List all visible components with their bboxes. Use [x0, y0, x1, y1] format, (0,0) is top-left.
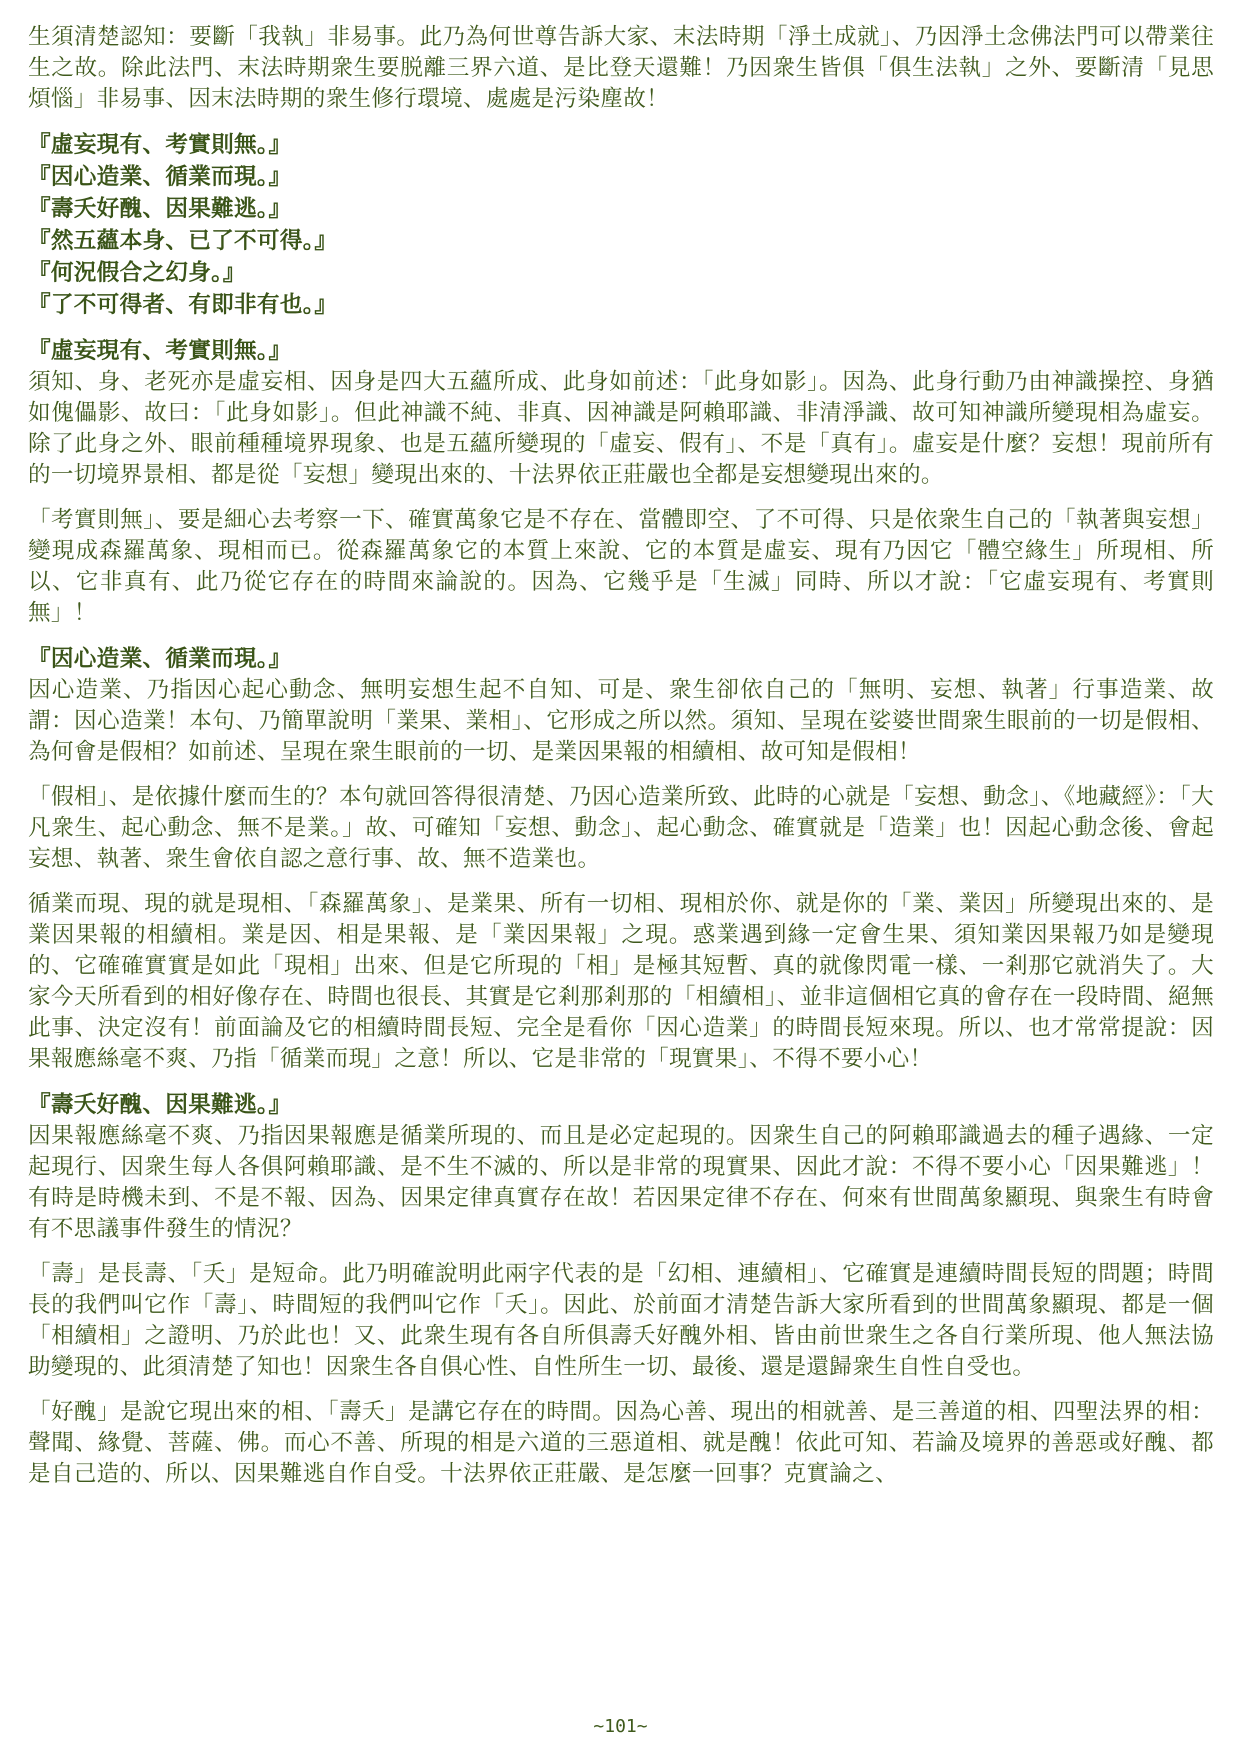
body-paragraph: 「壽」是長壽、「夭」是短命。此乃明確說明此兩字代表的是「幻相、連續相」、它確實是連續時間長短的問題；時間長的我們叫它作「壽」、時間短的我們叫它作「夭」。因此、於前面才清楚告訴大家所看到的世間萬象顯現、都是一個「相續相」之證明、乃於此也！又、此衆生現有各自所俱壽夭好醜外相、皆由前世衆生之各自行業所現、他人無法協助變現的、此須清楚了知也！因衆生各自俱心性、自性所生一切、最後、還是還歸衆生自性自受也。 [28, 1261, 1214, 1380]
body-paragraph: 「假相」、是依據什麼而生的？本句就回答得很清楚、乃因心造業所致、此時的心就是「妄想、動念」、《地藏經》：「大凡衆生、起心動念、無不是業。」故、可確知「妄想、動念」、起心動念、確實就是「造業」也！因起心動念後、會起妄想、執著、衆生會依自認之意行事、故、無不造業也。 [28, 784, 1214, 872]
body-paragraph: 循業而現、現的就是現相、「森羅萬象」、是業果、所有一切相、現相於你、就是你的「業、業因」所變現出來的、是業因果報的相續相。業是因、相是果報、是「業因果報」之現。惑業遇到緣一定會生果、須知業因果報乃如是變現的、它確確實實是如此「現相」出來、但是它所現的「相」是極其短暫、真的就像閃電一樣、一剎那它就消失了。大家今天所看到的相好像存在、時間也很長、其實是它剎那剎那的「相續相」、並非這個相它真的會存在一段時間、絕無此事、決定沒有！前面論及它的相續時間長短、完全是看你「因心造業」的時間長短來現。所以、也才常常提說：因果報應絲毫不爽、乃指「循業而現」之意！所以、它是非常的「現實果」、不得不要小心！ [28, 891, 1214, 1072]
body-paragraph: 須知、身、老死亦是虛妄相、因身是四大五蘊所成、此身如前述：「此身如影」。因為、此身行動乃由神識操控、身猶如傀儡影、故曰：「此身如影」。但此神識不純、非真、因神識是阿賴耶識、非清淨識、故可知神識所變現相為虛妄。除了此身之外、眼前種種境界現象、也是五蘊所變現的「虛妄、假有」、不是「真有」。虛妄是什麼？妄想！現前所有的一切境界景相、都是從「妄想」變現出來的、十法界依正莊嚴也全都是妄想變現出來的。 [28, 369, 1214, 488]
section-2 [28, 643, 1214, 1075]
page-body [28, 22, 1214, 1504]
verse-line: 『何況假合之幻身。』 [28, 260, 246, 286]
body-paragraph: 「好醜」是說它現出來的相、「壽夭」是講它存在的時間。因為心善、現出的相就善、是三善道的相、四聖法界的相：聲聞、緣覺、菩薩、佛。而心不善、所現的相是六道的三惡道相、就是醜！依此可知、若論及境界的善惡或好醜、都是自己造的、所以、因果難逃自作自受。十法界依正莊嚴、是怎麼一回事？克實論之、 [28, 1399, 1214, 1487]
verse-list [28, 129, 1214, 321]
section-heading: 『壽夭好醜、因果難逃。』 [28, 1092, 292, 1118]
section-3 [28, 1089, 1214, 1490]
body-paragraph: 因果報應絲毫不爽、乃指因果報應是循業所現的、而且是必定起現的。因衆生自己的阿賴耶識過去的種子遇緣、一定起現行、因衆生每人各俱阿賴耶識、是不生不滅的、所以是非常的現實果、因此才說：不得不要小心「因果難逃」！有時是時機未到、不是不報、因為、因果定律真實存在故！若因果定律不存在、何來有世間萬象顯現、與衆生有時會有不思議事件發生的情況？ [28, 1123, 1214, 1242]
body-paragraph: 因心造業、乃指因心起心動念、無明妄想生起不自知、可是、衆生卻依自己的「無明、妄想、執著」行事造業、故謂：因心造業！本句、乃簡單說明「業果、業相」、它形成之所以然。須知、呈現在娑婆世間衆生眼前的一切是假相、為何會是假相？如前述、呈現在衆生眼前的一切、是業因果報的相續相、故可知是假相！ [28, 677, 1214, 765]
verse-line: 『壽夭好醜、因果難逃。』 [28, 196, 292, 222]
body-paragraph: 「考實則無」、要是細心去考察一下、確實萬象它是不存在、當體即空、了不可得、只是依衆生自己的「執著與妄想」變現成森羅萬象、現相而已。從森羅萬象它的本質上來說、它的本質是虛妄、現有乃因它「體空緣生」所現相、所以、它非真有、此乃從它存在的時間來論說的。因為、它幾乎是「生滅」同時、所以才說：「它虛妄現有、考實則無」！ [28, 507, 1214, 626]
intro-paragraph: 生須清楚認知：要斷「我執」非易事。此乃為何世尊告訴大家、末法時期「淨土成就」、乃因淨土念佛法門可以帶業往生之故。除此法門、末法時期衆生要脱離三界六道、是比登天還難！乃因衆生皆俱「俱生法執」之外、要斷清「見思煩惱」非易事、因末法時期的衆生修行環境、處處是污染塵故！ [28, 24, 1214, 112]
page-number: ~101~ [593, 1716, 648, 1737]
verse-line: 『了不可得者、有即非有也。』 [28, 292, 338, 318]
verse-line: 『因心造業、循業而現。』 [28, 164, 292, 190]
section-heading: 『虛妄現有、考實則無。』 [28, 338, 292, 364]
section-heading: 『因心造業、循業而現。』 [28, 646, 292, 672]
verse-line: 『然五蘊本身、已了不可得。』 [28, 228, 338, 254]
verse-line: 『虛妄現有、考實則無。』 [28, 132, 292, 158]
section-1 [28, 335, 1214, 629]
